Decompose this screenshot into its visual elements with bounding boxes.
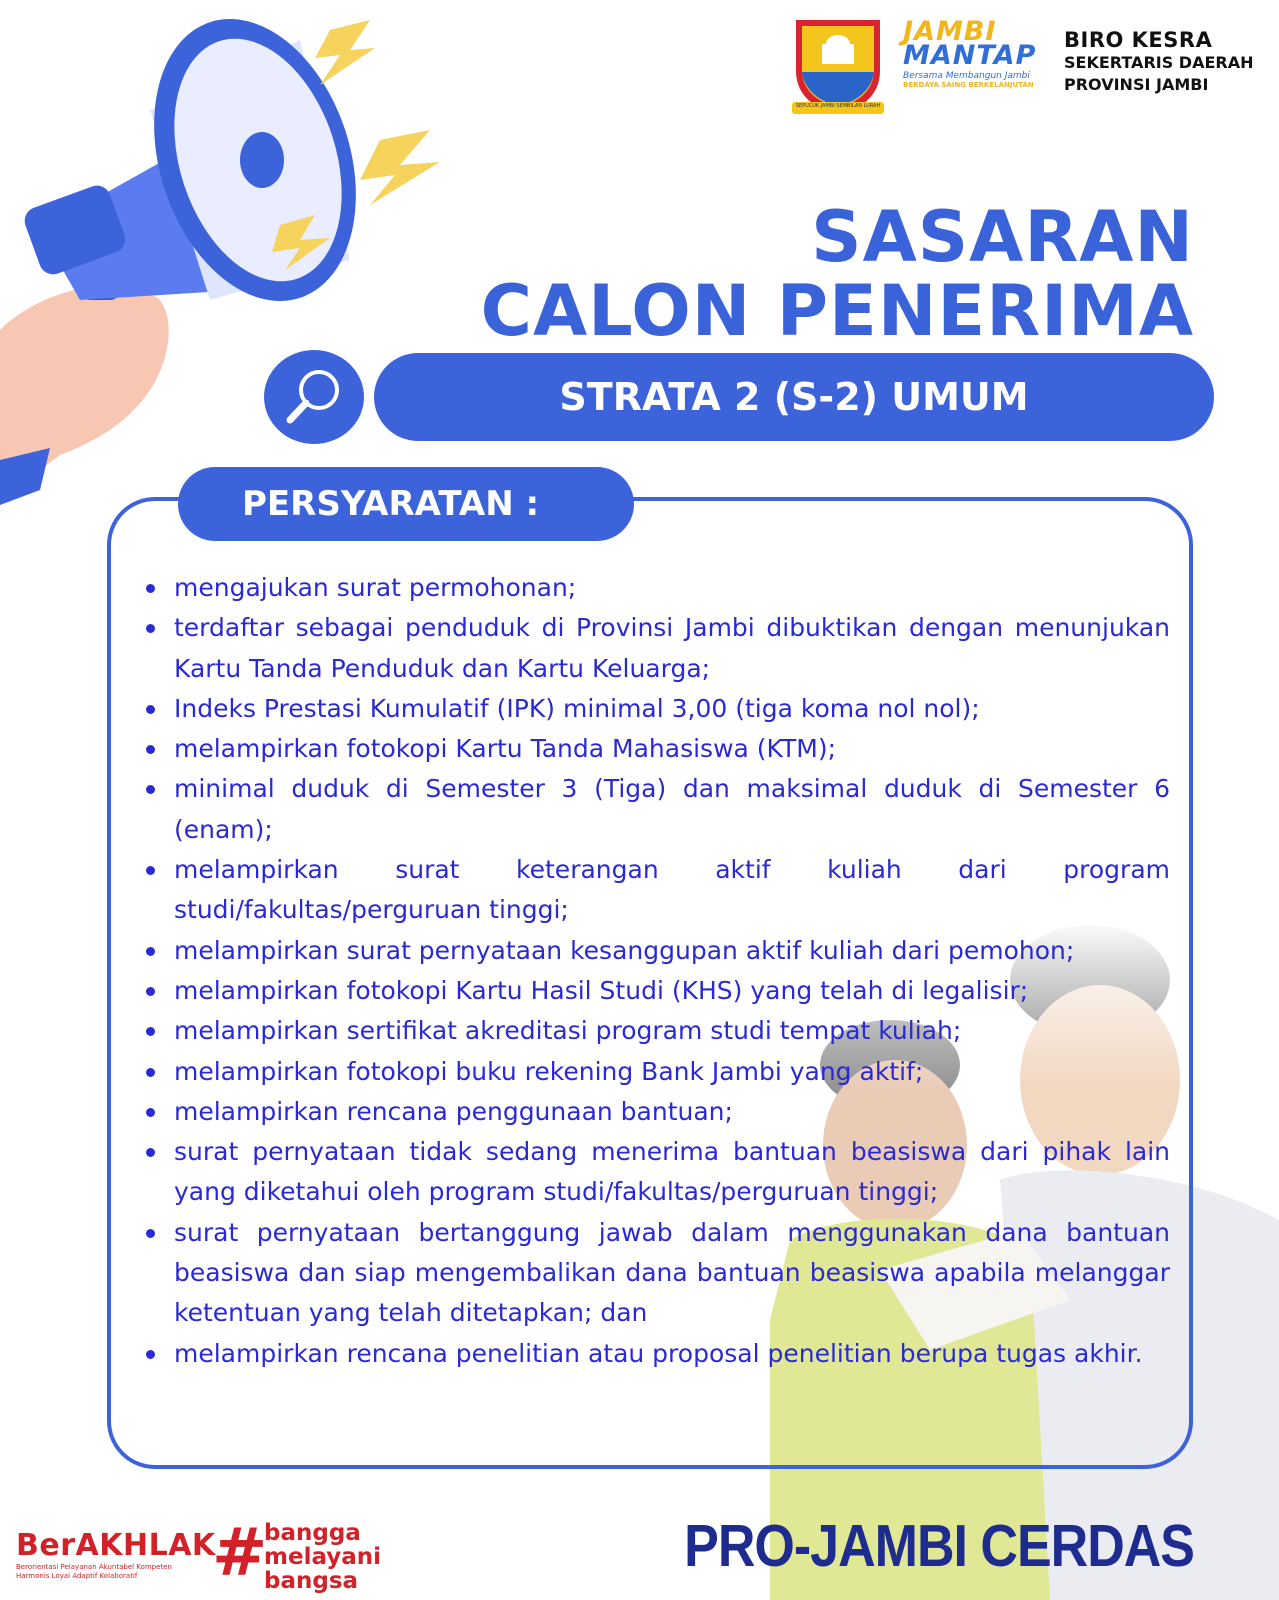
hashtag-symbol: # — [212, 1514, 268, 1591]
organization-block — [1064, 28, 1254, 96]
logo-line1: JAMBI — [903, 16, 997, 47]
list-item: melampirkan fotokopi Kartu Hasil Studi (KHS) yang telah di legalisir; — [140, 971, 1170, 1011]
list-item: terdaftar sebagai penduduk di Provinsi Jambi dibuktikan dengan menunjukan Kartu Tanda Penduduk dan Kartu Keluarga; — [140, 608, 1170, 689]
hashtag-text — [264, 1521, 381, 1593]
list-item: surat pernyataan tidak sedang menerima bantuan beasiswa dari pihak lain yang diketahui oleh program studi/fakultas/perguruan tinggi; — [140, 1132, 1170, 1213]
berakhlak-logo — [16, 1528, 216, 1581]
berakhlak-sub2: Harmonis Loyal Adaptif Kolaboratif — [16, 1572, 138, 1580]
list-item: melampirkan surat keterangan aktif kuliah dari program studi/fakultas/perguruan tinggi; — [140, 850, 1170, 931]
hashtag-line2: melayani — [264, 1544, 382, 1570]
logo-tagline: Bersama Membangun Jambi — [903, 70, 1030, 81]
crest-motto: SEPUCUK JAMBI SEMBILAN LURAH — [795, 103, 881, 109]
hashtag-line1: bangga — [264, 1520, 361, 1546]
logo-tagline2: BERDAYA SAING BERKELANJUTAN — [903, 80, 1034, 89]
berakhlak-word: BerAKHLAK — [16, 1528, 216, 1563]
requirements-heading: PERSYARATAN : — [178, 467, 634, 541]
page-title — [480, 196, 1194, 352]
list-item: melampirkan surat pernyataan kesanggupan aktif kuliah dari pemohon; — [140, 931, 1170, 971]
list-item: Indeks Prestasi Kumulatif (IPK) minimal 3,00 (tiga koma nol nol); — [140, 689, 1170, 729]
hashtag-line3: bangsa — [264, 1568, 359, 1594]
title-line2: CALON PENERIMA — [480, 270, 1194, 352]
megaphone-illustration — [0, 0, 460, 510]
lightning-icon — [315, 20, 375, 85]
list-item: melampirkan rencana penggunaan bantuan; — [140, 1092, 1170, 1132]
list-item: melampirkan sertifikat akreditasi program studi tempat kuliah; — [140, 1011, 1170, 1051]
crest-icon — [792, 16, 884, 116]
search-icon-badge — [264, 350, 364, 444]
list-item: surat pernyataan bertanggung jawab dalam menggunakan dana bantuan beasiswa dan siap mengembalikan dana bantuan beasiswa apabila melanggar ketentuan yang telah ditetapkan; dan — [140, 1213, 1170, 1334]
list-item: minimal duduk di Semester 3 (Tiga) dan maksimal duduk di Semester 6 (enam); — [140, 769, 1170, 850]
org-line1: BIRO KESRA — [1064, 28, 1213, 52]
category-pill: STRATA 2 (S-2) UMUM — [374, 353, 1214, 441]
program-name: PRO-JAMBI CERDAS — [684, 1513, 1194, 1580]
jambi-mantap-logo — [903, 16, 1043, 104]
org-line2: SEKERTARIS DAERAH — [1064, 53, 1254, 72]
list-item: melampirkan fotokopi buku rekening Bank Jambi yang aktif; — [140, 1052, 1170, 1092]
lightning-icon — [360, 130, 440, 205]
list-item: melampirkan fotokopi Kartu Tanda Mahasiswa (KTM); — [140, 729, 1170, 769]
berakhlak-sub1: Berorientasi Pelayanan Akuntabel Kompeten — [16, 1563, 172, 1571]
requirements-list — [140, 568, 1170, 1374]
title-line1: SASARAN — [811, 196, 1194, 278]
list-item: melampirkan rencana penelitian atau proposal penelitian berupa tugas akhir. — [140, 1334, 1170, 1374]
logo-line2: MANTAP — [903, 40, 1037, 72]
search-icon — [264, 350, 364, 444]
org-line3: PROVINSI JAMBI — [1064, 75, 1209, 94]
list-item: mengajukan surat permohonan; — [140, 568, 1170, 608]
